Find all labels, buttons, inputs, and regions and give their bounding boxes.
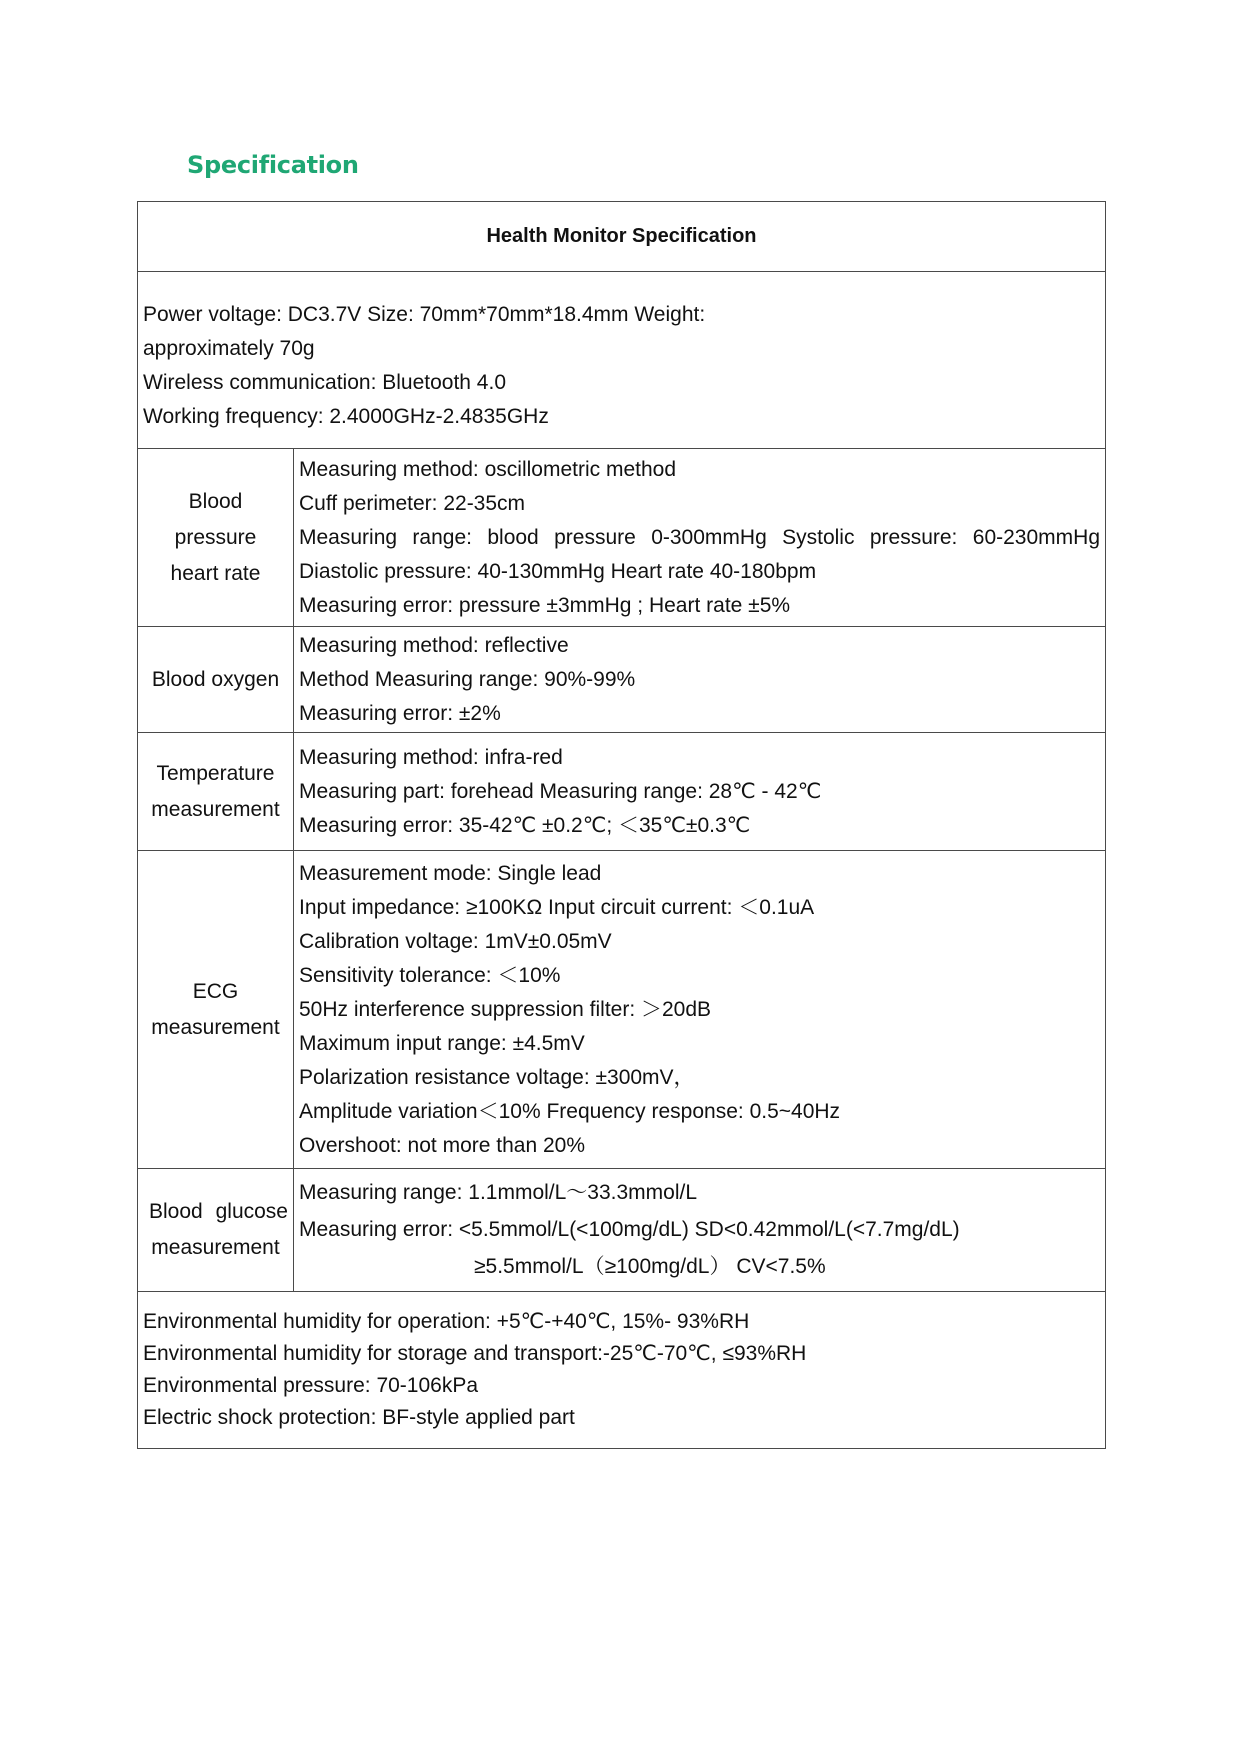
spec-line: Method Measuring range: 90%-99% bbox=[299, 667, 636, 691]
specification-table bbox=[137, 201, 1106, 1449]
blood-glucose-row bbox=[138, 1169, 1106, 1292]
spec-line: Measuring error: pressure ±3mmHg ; Heart rate ±5% bbox=[299, 593, 791, 617]
blood-pressure-label: Blood pressure heart rate bbox=[138, 449, 294, 627]
spec-line: Amplitude variation＜10% Frequency response: 0.5~40Hz bbox=[299, 1099, 841, 1123]
spec-line: Measuring method: infra-red bbox=[299, 745, 563, 769]
blood-glucose-details bbox=[294, 1169, 1106, 1292]
environment-row bbox=[138, 1292, 1106, 1449]
spec-line: Measuring error: ±2% bbox=[299, 701, 501, 725]
environment-line: Environmental humidity for operation: +5℃-+40℃, 15%- 93%RH bbox=[143, 1310, 750, 1333]
general-row bbox=[138, 272, 1106, 449]
spec-line: ≥5.5mmol/L（≥100mg/dL） CV<7.5% bbox=[474, 1255, 826, 1278]
page-heading: Specification bbox=[187, 151, 359, 179]
environment-cell bbox=[138, 1292, 1106, 1449]
table-title: Health Monitor Specification bbox=[138, 202, 1106, 272]
environment-line: Environmental humidity for storage and transport:-25℃-70℃, ≤93%RH bbox=[143, 1342, 807, 1365]
spec-line: Measuring error: <5.5mmol/L(<100mg/dL) SD<0.42mmol/L(<7.7mg/dL) bbox=[299, 1218, 960, 1241]
temperature-label: Temperature measurement bbox=[138, 733, 294, 851]
blood-pressure-details bbox=[294, 449, 1106, 627]
spec-line: Measuring method: oscillometric method bbox=[299, 457, 676, 481]
spec-line: Overshoot: not more than 20% bbox=[299, 1133, 585, 1157]
blood-glucose-label: Blood glucose measurement bbox=[138, 1169, 294, 1292]
ecg-label: ECG measurement bbox=[138, 851, 294, 1169]
spec-line: Input impedance: ≥100KΩ Input circuit current: ＜0.1uA bbox=[299, 895, 815, 919]
spec-line: Polarization resistance voltage: ±300mV， bbox=[299, 1065, 695, 1089]
blood-pressure-row bbox=[138, 449, 1106, 627]
table-title-row bbox=[138, 202, 1106, 272]
spec-line: Measuring error: 35-42℃ ±0.2℃; ＜35℃±0.3℃ bbox=[299, 813, 751, 837]
general-line: Working frequency: 2.4000GHz-2.4835GHz bbox=[143, 405, 549, 428]
spec-line: Measuring method: reflective bbox=[299, 633, 569, 657]
general-line: Wireless communication: Bluetooth 4.0 bbox=[143, 371, 506, 394]
spec-line: Measuring range: 1.1mmol/L～33.3mmol/L bbox=[299, 1181, 698, 1204]
spec-line: Sensitivity tolerance: ＜10% bbox=[299, 963, 561, 987]
spec-line: Calibration voltage: 1mV±0.05mV bbox=[299, 929, 612, 953]
general-info-cell bbox=[138, 272, 1106, 449]
spec-line: Diastolic pressure: 40-130mmHg Heart rate 40-180bpm bbox=[299, 559, 817, 583]
spec-line: Maximum input range: ±4.5mV bbox=[299, 1031, 585, 1055]
temperature-row bbox=[138, 733, 1106, 851]
blood-oxygen-label: Blood oxygen bbox=[138, 627, 294, 733]
blood-oxygen-row bbox=[138, 627, 1106, 733]
spec-line: Cuff perimeter: 22-35cm bbox=[299, 491, 526, 515]
environment-line: Environmental pressure: 70-106kPa bbox=[143, 1374, 479, 1397]
ecg-details bbox=[294, 851, 1106, 1169]
general-line: approximately 70g bbox=[143, 337, 315, 360]
spec-line: Measurement mode: Single lead bbox=[299, 861, 602, 885]
spec-line: Measuring part: forehead Measuring range: 28℃ - 42℃ bbox=[299, 779, 822, 803]
ecg-row bbox=[138, 851, 1106, 1169]
spec-line: 50Hz interference suppression filter: ＞20dB bbox=[299, 997, 712, 1021]
temperature-details bbox=[294, 733, 1106, 851]
spec-line: Measuring range: blood pressure 0-300mmHg Systolic pressure: 60-230mmHg bbox=[299, 525, 1100, 549]
environment-line: Electric shock protection: BF-style applied part bbox=[143, 1406, 575, 1429]
general-line: Power voltage: DC3.7V Size: 70mm*70mm*18.4mm Weight: bbox=[143, 303, 706, 326]
blood-oxygen-details bbox=[294, 627, 1106, 733]
